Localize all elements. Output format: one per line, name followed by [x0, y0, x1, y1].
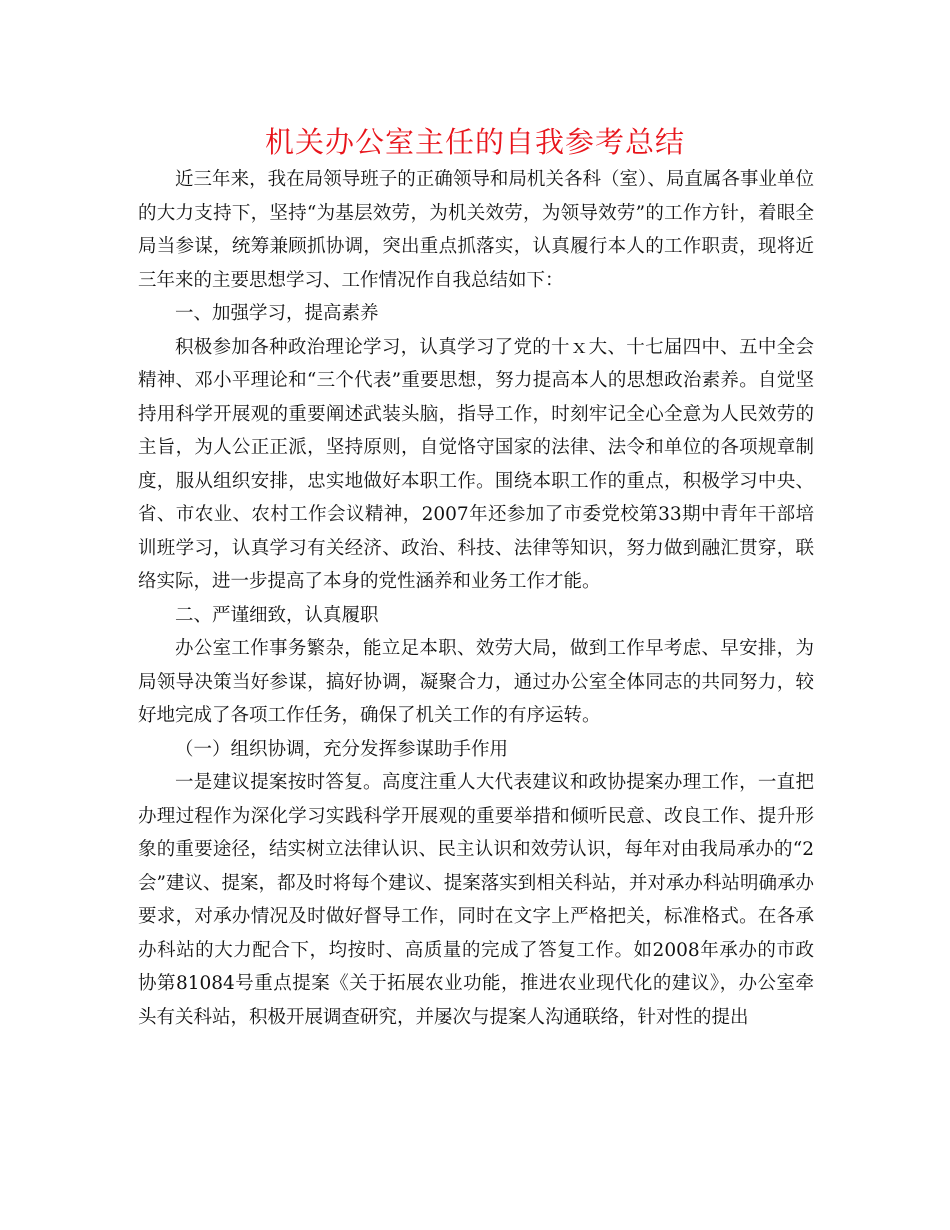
section-heading-2: 二、严谨细致，认真履职	[175, 604, 379, 626]
body-paragraph: 一是建议提案按时答复。高度注重人大代表建议和政协提案办理工作，一直把办理过程作为深化学习实践科学开展观的重要举措和倾听民意、改良工作、提升形象的重要途径，结实树立法律认识、民主认识和效劳认识，每年对由我局承办的“2会”建议、提案，都及时将每个建议、提案落实到相关科站，并对承办科站明确承办要求，对承办情况及时做好督导工作，同时在文字上严格把关，标准格式。在各承办科站的大力配合下，均按时、高质量的完成了答复工作。如2008年承办的市政协第81084号重点提案《关于拓展农业功能，推进农业现代化的建议》，办公室牵头有关科站，积极开展调查研究，并屡次与提案人沟通联络，针对性的提出	[138, 772, 814, 1028]
section-heading-1: 一、加强学习，提高素养	[175, 303, 379, 324]
intro-paragraph: 近三年来，我在局领导班子的正确领导和局机关各科（室）、局直属各事业单位的大力支持下，坚持“为基层效劳，为机关效劳，为领导效劳”的工作方针，着眼全局当参谋，统筹兼顾抓协调，突出重点抓落实，认真履行本人的工作职责，现将近三年来的主要思想学习、工作情况作自我总结如下：	[138, 169, 814, 291]
body-paragraph: 积极参加各种政治理论学习，认真学习了党的十ｘ大、十七届四中、五中全会精神、邓小平理论和“三个代表”重要思想，努力提高本人的思想政治素养。自觉坚持用科学开展观的重要阐述武装头脑，指导工作，时刻牢记全心全意为人民效劳的主旨，为人公正正派，坚持原则，自觉恪守国家的法律、法令和单位的各项规章制度，服从组织安排，忠实地做好本职工作。围绕本职工作的重点，积极学习中央、省、市农业、农村工作会议精神，2007年还参加了市委党校第33期中青年干部培训班学习，认真学习有关经济、政治、科技、法律等知识，努力做到融汇贯穿，联络实际，进一步提高了本身的党性涵养和业务工作才能。	[138, 336, 814, 592]
body-paragraph: 办公室工作事务繁杂，能立足本职、效劳大局，做到工作早考虑、早安排，为局领导决策当好参谋，搞好协调，凝聚合力，通过办公室全体同志的共同努力，较好地完成了各项工作任务，确保了机关工作的有序运转。	[138, 638, 814, 726]
document-body	[138, 163, 814, 1034]
document-title: 机关办公室主任的自我参考总结	[264, 125, 685, 159]
subsection-heading: （一）组织协调，充分发挥参谋助手作用	[175, 738, 509, 760]
